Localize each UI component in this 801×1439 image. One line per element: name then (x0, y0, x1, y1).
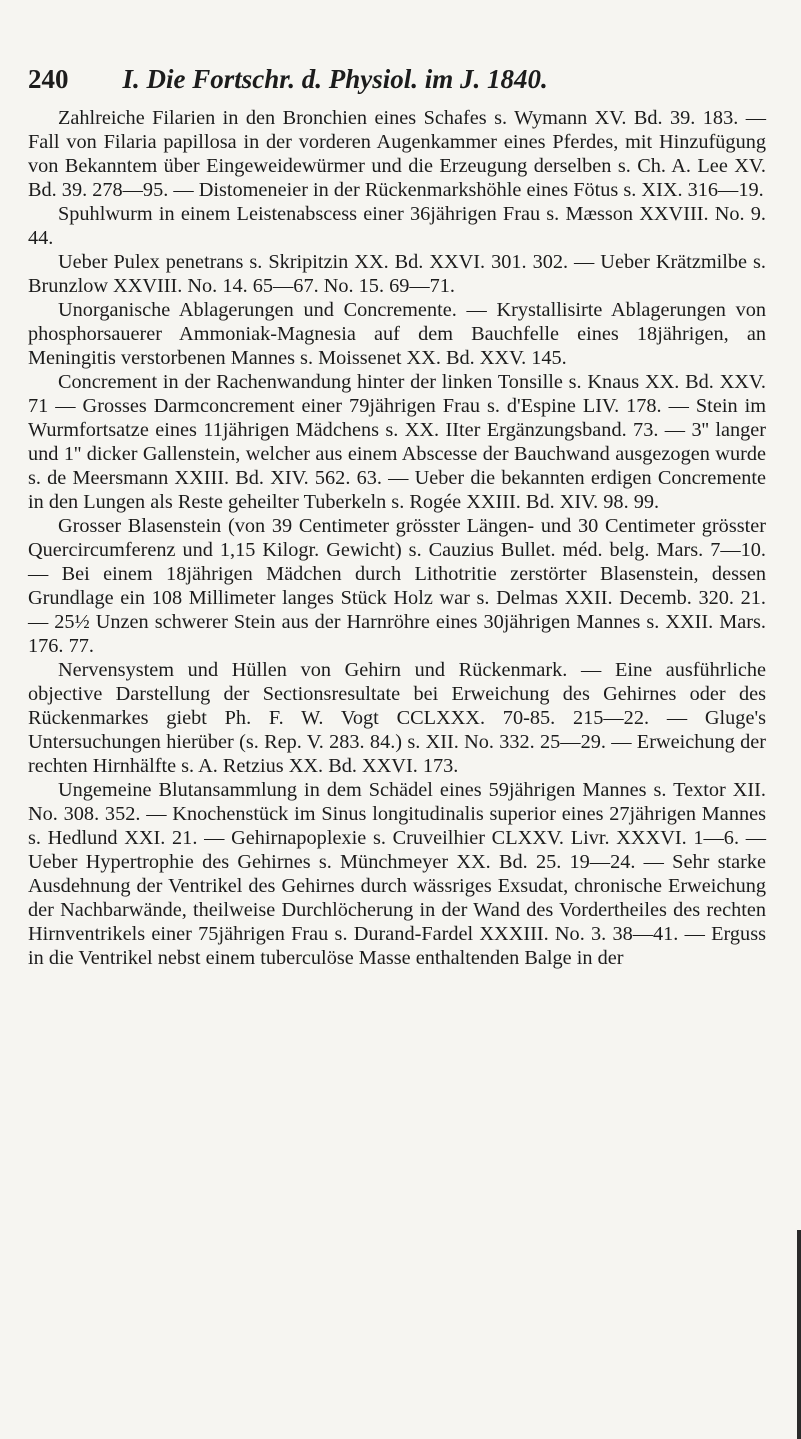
paragraph: Ueber Pulex penetrans s. Skripitzin XX. Bd. XXVI. 301. 302. — Ueber Krätzmilbe s. Brunzlow XXVIII. No. 14. 65—67. No. 15. 69—71. (28, 251, 766, 297)
paragraph: Ungemeine Blutansammlung in dem Schädel eines 59jährigen Mannes s. Textor XII. No. 308. 352. — Knochenstück im Sinus longitudinalis superior eines 27jährigen Mannes s. Hedlund XXI. 21. — Gehirnapoplexie s. Cruveilhier CLXXV. Livr. XXXVI. 1—6. — Ueber Hypertrophie des Gehirnes s. Münchmeyer XX. Bd. 25. 19—24. — Sehr starke Ausdehnung der Ventrikel des Gehirnes durch wässriges Exsudat, chronische Erweichung der Nachbarwände, theilweise Durchlöcherung in der Wand des Vordertheiles des rechten Hirnventrikels einer 75jährigen Frau s. Durand-Fardel XXXIII. No. 3. 38—41. — Erguss in die Ventrikel nebst einem tuberculöse Masse enthaltenden Balge in der (28, 779, 766, 969)
body-text (28, 106, 766, 970)
paragraph: Zahlreiche Filarien in den Bronchien eines Schafes s. Wymann XV. Bd. 39. 183. — Fall von Filaria papillosa in der vorderen Augenkammer eines Pferdes, mit Hinzufügung von Bekanntem über Eingeweidewürmer und die Erzeugung derselben s. Ch. A. Lee XV. Bd. 39. 278—95. — Distomeneier in der Rückenmarkshöhle eines Fötus s. XIX. 316—19. (28, 107, 766, 201)
paragraph: Spuhlwurm in einem Leistenabscess einer 36jährigen Frau s. Mæsson XXVIII. No. 9. 44. (28, 203, 766, 249)
page-number: 240 (28, 64, 69, 94)
paragraph: Nervensystem und Hüllen von Gehirn und Rückenmark. — Eine ausführliche objective Darstellung der Sectionsresultate bei Erweichung des Gehirnes oder des Rückenmarkes giebt Ph. F. W. Vogt CCLXXX. 70-85. 215—22. — Gluge's Untersuchungen hierüber (s. Rep. V. 283. 84.) s. XII. No. 332. 25—29. — Erweichung der rechten Hirnhälfte s. A. Retzius XX. Bd. XXVI. 173. (28, 659, 766, 777)
running-title: I. Die Fortschr. d. Physiol. im J. 1840. (122, 64, 548, 94)
paragraph: Grosser Blasenstein (von 39 Centimeter grösster Längen- und 30 Centimeter grösster Quercircumferenz und 1,15 Kilogr. Gewicht) s. Cauzius Bullet. méd. belg. Mars. 7—10. — Bei einem 18jährigen Mädchen durch Lithotritie zerstörter Blasenstein, dessen Grundlage ein 108 Millimeter langes Stück Holz war s. Delmas XXII. Decemb. 320. 21. — 25½ Unzen schwerer Stein aus der Harnröhre eines 30jährigen Mannes s. XXII. Mars. 176. 77. (28, 515, 766, 657)
paragraph: Concrement in der Rachenwandung hinter der linken Tonsille s. Knaus XX. Bd. XXV. 71 — Grosses Darmconcrement einer 79jährigen Frau s. d'Espine LIV. 178. — Stein im Wurmfortsatze eines 11jährigen Mädchens s. XX. IIter Ergänzungsband. 73. — 3'' langer und 1'' dicker Gallenstein, welcher aus einem Abscesse der Bauchwand ausgezogen wurde s. de Meersmann XXIII. Bd. XIV. 562. 63. — Ueber die bekannten erdigen Concremente in den Lungen als Reste geheilter Tuberkeln s. Rogée XXIII. Bd. XIV. 98. 99. (28, 371, 766, 513)
paragraph: Unorganische Ablagerungen und Concremente. — Krystallisirte Ablagerungen von phosphorsauerer Ammoniak-Magnesia auf dem Bauchfelle eines 18jährigen, an Meningitis verstorbenen Mannes s. Moissenet XX. Bd. XXV. 145. (28, 299, 766, 369)
page-edge-shadow (797, 1230, 801, 1439)
page-header (28, 62, 768, 96)
